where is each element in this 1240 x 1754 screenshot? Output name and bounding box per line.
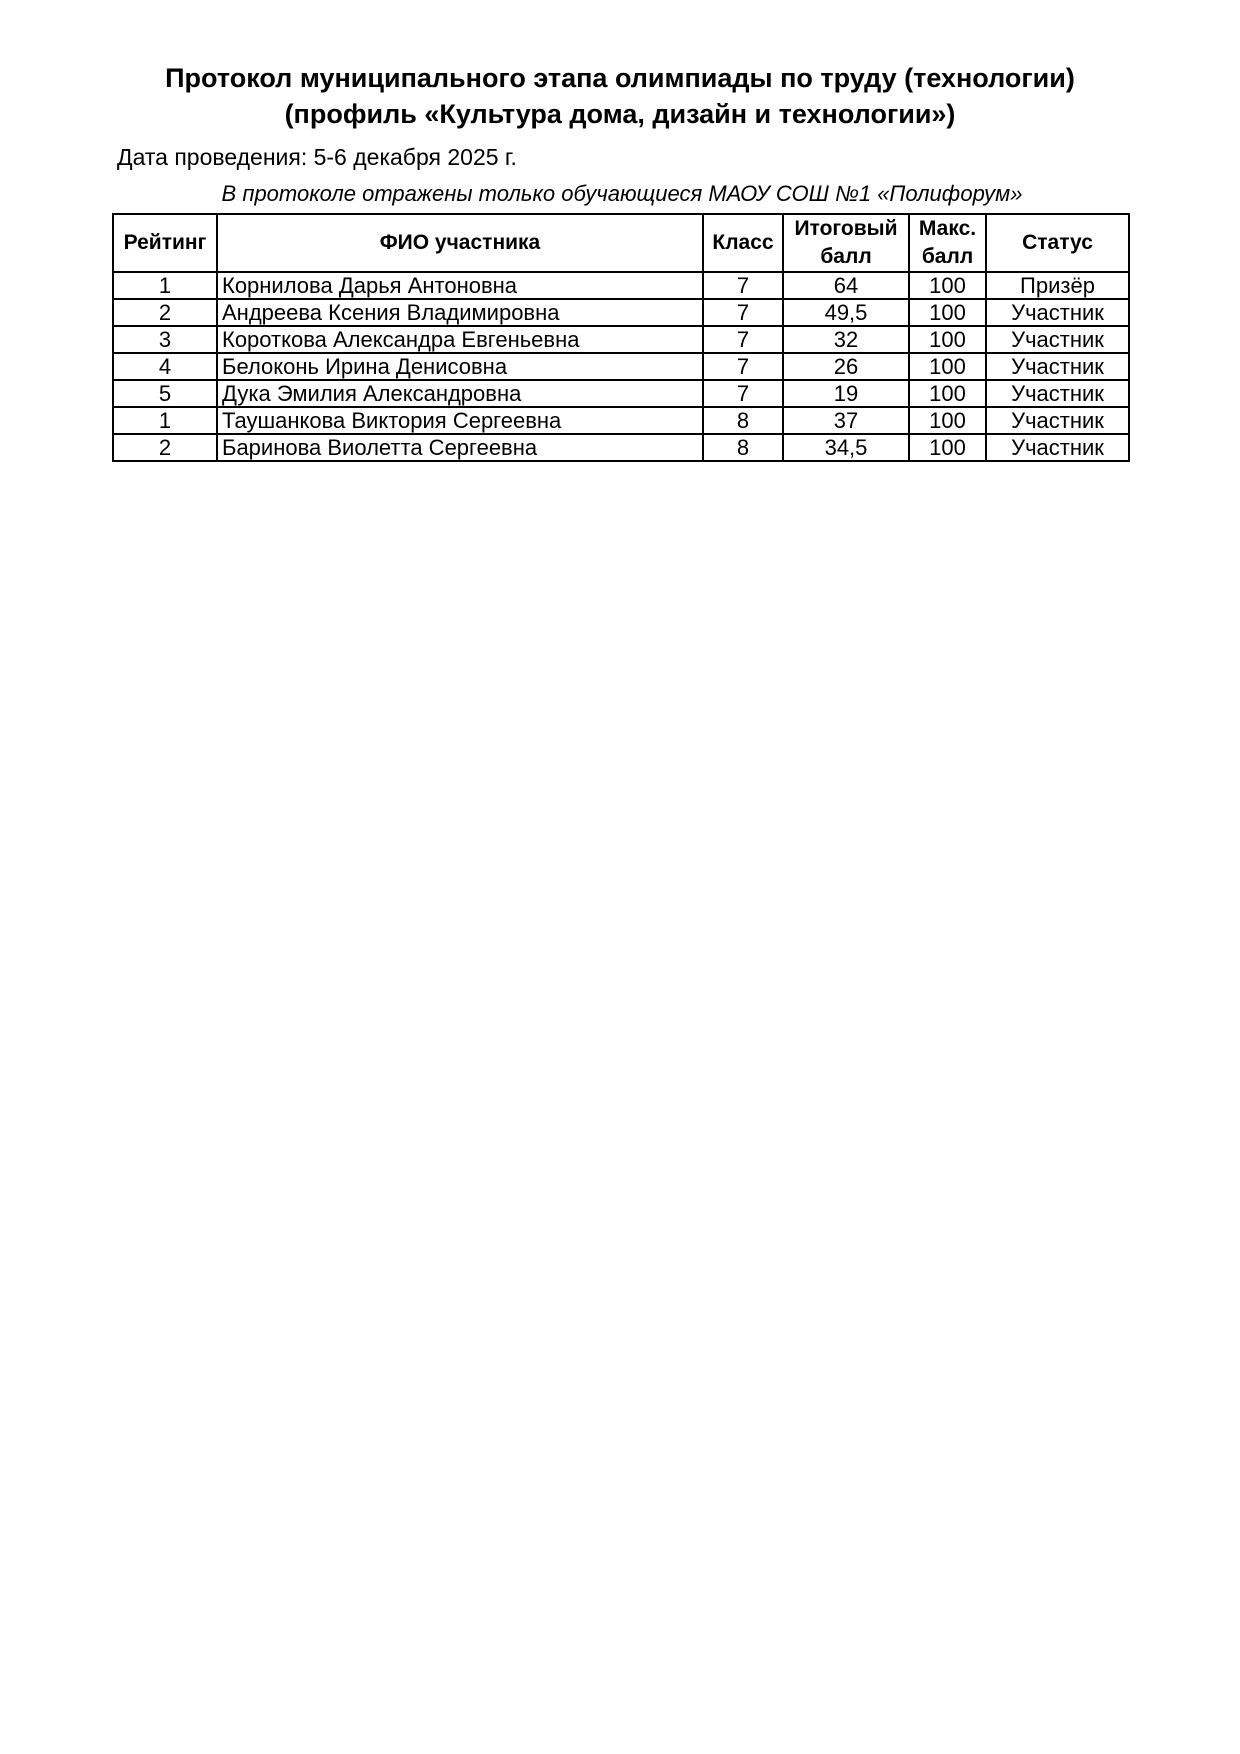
cell-class: 7	[703, 353, 783, 380]
cell-class: 8	[703, 407, 783, 434]
cell-total-score: 64	[783, 272, 909, 299]
cell-max-score: 100	[909, 272, 986, 299]
cell-name: Дука Эмилия Александровна	[217, 380, 703, 407]
table-row	[113, 299, 1129, 326]
cell-max-score: 100	[909, 326, 986, 353]
cell-total-score: 19	[783, 380, 909, 407]
cell-rank: 4	[113, 353, 217, 380]
header-status: Статус	[986, 214, 1129, 272]
cell-max-score: 100	[909, 353, 986, 380]
cell-name: Таушанкова Виктория Сергеевна	[217, 407, 703, 434]
cell-max-score: 100	[909, 380, 986, 407]
table-row	[113, 353, 1129, 380]
table-header-row	[113, 214, 1129, 272]
header-max-score: Макс. балл	[909, 214, 986, 272]
cell-rank: 5	[113, 380, 217, 407]
header-name: ФИО участника	[217, 214, 703, 272]
cell-status: Участник	[986, 299, 1129, 326]
cell-name: Баринова Виолетта Сергеевна	[217, 434, 703, 461]
cell-name: Корнилова Дарья Антоновна	[217, 272, 703, 299]
event-date: Дата проведения: 5-6 декабря 2025 г.	[117, 144, 517, 170]
cell-total-score: 37	[783, 407, 909, 434]
header-rank: Рейтинг	[113, 214, 217, 272]
cell-class: 8	[703, 434, 783, 461]
cell-class: 7	[703, 299, 783, 326]
table-row	[113, 434, 1129, 461]
cell-class: 7	[703, 326, 783, 353]
cell-status: Участник	[986, 326, 1129, 353]
cell-rank: 2	[113, 434, 217, 461]
table-row	[113, 407, 1129, 434]
cell-max-score: 100	[909, 299, 986, 326]
cell-rank: 3	[113, 326, 217, 353]
results-table	[112, 213, 1130, 462]
document-title-line1: Протокол муниципального этапа олимпиады по труду (технологии)	[165, 63, 1075, 93]
cell-total-score: 34,5	[783, 434, 909, 461]
table-row	[113, 380, 1129, 407]
cell-name: Короткова Александра Евгеньевна	[217, 326, 703, 353]
cell-total-score: 26	[783, 353, 909, 380]
cell-class: 7	[703, 272, 783, 299]
document-title-line2: (профиль «Культура дома, дизайн и технологии»)	[284, 99, 956, 129]
cell-rank: 1	[113, 407, 217, 434]
cell-status: Участник	[986, 407, 1129, 434]
cell-max-score: 100	[909, 434, 986, 461]
table-row	[113, 326, 1129, 353]
protocol-note: В протоколе отражены только обучающиеся МАОУ СОШ №1 «Полифорум»	[221, 181, 1023, 206]
cell-class: 7	[703, 380, 783, 407]
cell-total-score: 32	[783, 326, 909, 353]
header-class: Класс	[703, 214, 783, 272]
cell-status: Участник	[986, 434, 1129, 461]
cell-name: Андреева Ксения Владимировна	[217, 299, 703, 326]
cell-max-score: 100	[909, 407, 986, 434]
header-total-score: Итоговый балл	[783, 214, 909, 272]
cell-total-score: 49,5	[783, 299, 909, 326]
cell-status: Призёр	[986, 272, 1129, 299]
cell-name: Белоконь Ирина Денисовна	[217, 353, 703, 380]
cell-rank: 2	[113, 299, 217, 326]
table-row	[113, 272, 1129, 299]
cell-status: Участник	[986, 353, 1129, 380]
cell-rank: 1	[113, 272, 217, 299]
cell-status: Участник	[986, 380, 1129, 407]
